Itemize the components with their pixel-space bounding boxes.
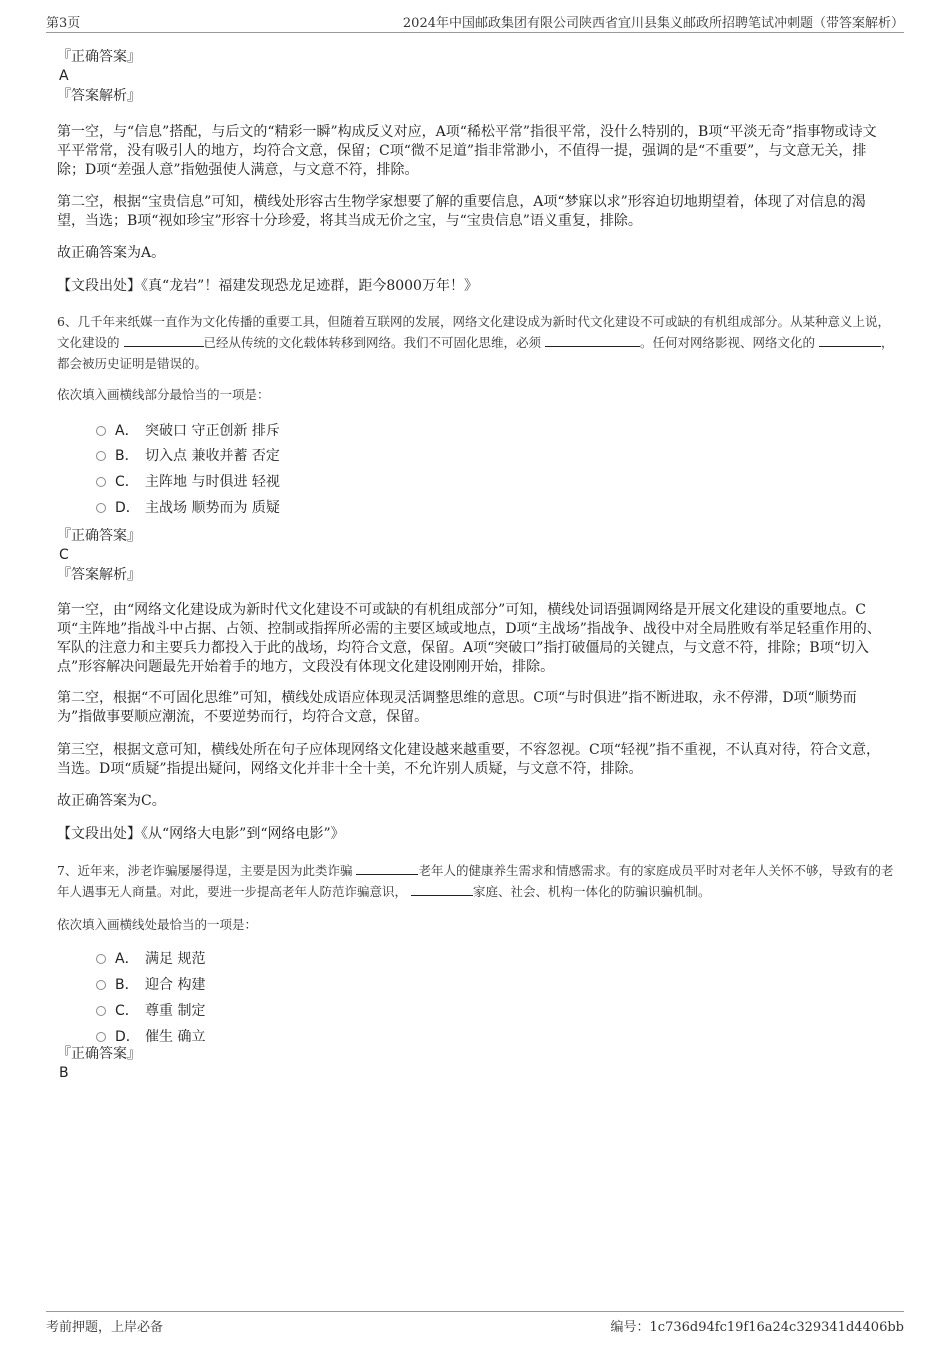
source-citation: 【文段出处】《真“龙岩”！福建发现恐龙足迹群，距今8000万年！》 — [57, 278, 478, 294]
option-b[interactable]: B． 切入点 兼收并蓄 否定 — [96, 446, 280, 466]
page-footer — [46, 1311, 904, 1336]
question-stem: 6、几千年来纸媒一直作为文化传播的重要工具，但随着互联网的发展，网络文化建设成为新时代文化建设不可或缺的有机组成部分。从某种意义上说，文化建设的 已经从传统的文化载体转移到网络。我们不可固化思维，必须 。任何对网络影视、网络文化的 ，都会被历史证明是错误的。 — [57, 314, 894, 371]
conclusion: 故正确答案为C。 — [57, 793, 166, 809]
document-id: 编号：1c736d94fc19f16a24c329341d4406bb — [610, 1320, 904, 1335]
option-b[interactable]: B． 迎合 构建 — [96, 975, 205, 995]
radio-icon[interactable] — [96, 477, 106, 487]
fill-blank — [545, 334, 640, 347]
analysis-paragraph: 第二空，根据“宝贵信息”可知，横线处形容古生物学家想要了解的重要信息，A项“梦寐以求”形容迫切地期望着，体现了对信息的渴望，当选；B项“视如珍宝”形容十分珍爱，将其当成无价之宝，与“宝贵信息”语义重复，排除。 — [57, 194, 866, 229]
radio-icon[interactable] — [96, 1032, 106, 1042]
radio-icon[interactable] — [96, 503, 106, 513]
conclusion: 故正确答案为A。 — [57, 245, 166, 261]
q5-answer-block — [57, 47, 897, 106]
option-a[interactable]: A． 满足 规范 — [96, 949, 205, 969]
analysis-label: 『答案解析』 — [57, 567, 141, 583]
q6-answer-block — [57, 526, 897, 585]
radio-icon[interactable] — [96, 451, 106, 461]
radio-icon[interactable] — [96, 954, 106, 964]
question-prompt: 依次填入画横线处最恰当的一项是： — [57, 917, 258, 932]
analysis-paragraph: 第一空，由“网络文化建设成为新时代文化建设不可或缺的有机组成部分”可知，横线处词语强调网络是开展文化建设的重要地点。C项“主阵地”指战斗中占据、占领、控制或指挥所必需的主要区域或地点，D项“主战场”指战争、战役中对全局胜败有举足轻重作用的、军队的注意力和主要兵力都投入于此的战场，均符合文意，保留。A项“突破口”指打破僵局的关键点，与文意不符，排除；B项“切入点”形容解决问题最先开始着手的地方，文段没有体现文化建设刚刚开始，排除。 — [57, 602, 881, 675]
source-citation: 【文段出处】《从“网络大电影”到“网络电影”》 — [57, 826, 345, 842]
option-c[interactable]: C． 主阵地 与时俱进 轻视 — [96, 472, 280, 492]
analysis-label: 『答案解析』 — [57, 88, 141, 104]
answer-label: 『正确答案』 — [57, 1046, 141, 1062]
radio-icon[interactable] — [96, 980, 106, 990]
page-number: 第3页 — [46, 16, 81, 31]
answer-label: 『正确答案』 — [57, 49, 141, 65]
fill-blank — [819, 334, 881, 347]
answer-value: B — [59, 1065, 69, 1081]
page-header — [46, 10, 904, 33]
fill-blank — [124, 334, 204, 347]
answer-value: A — [59, 68, 69, 84]
analysis-paragraph: 第二空，根据“不可固化思维”可知，横线处成语应体现灵活调整思维的意思。C项“与时俱进”指不断进取，永不停滞，D项“顺势而为”指做事要顺应潮流，不要逆势而行，均符合文意，保留。 — [57, 690, 857, 725]
answer-value: C — [59, 547, 69, 563]
option-a[interactable]: A． 突破口 守正创新 排斥 — [96, 421, 280, 441]
question-stem: 7、近年来，涉老诈骗屡屡得逞，主要是因为此类诈骗 老年人的健康养生需求和情感需求。有的家庭成员平时对老年人关怀不够，导致有的老年人遇事无人商量。对此，要进一步提高老年人防范诈骗意识， 家庭、社会、机构一体化的防骗识骗机制。 — [57, 863, 894, 899]
radio-icon[interactable] — [96, 1006, 106, 1016]
fill-blank — [356, 862, 418, 875]
q7-answer-block — [57, 1044, 897, 1082]
question-prompt: 依次填入画横线部分最恰当的一项是： — [57, 387, 270, 402]
option-d[interactable]: D． 催生 确立 — [96, 1027, 205, 1047]
fill-blank — [411, 883, 473, 896]
document-title: 2024年中国邮政集团有限公司陕西省宜川县集义邮政所招聘笔试冲刺题（带答案解析） — [402, 16, 904, 31]
option-d[interactable]: D． 主战场 顺势而为 质疑 — [96, 498, 280, 518]
radio-icon[interactable] — [96, 426, 106, 436]
footer-slogan: 考前押题，上岸必备 — [46, 1320, 164, 1335]
analysis-paragraph: 第三空，根据文意可知，横线处所在句子应体现网络文化建设越来越重要，不容忽视。C项“轻视”指不重视，不认真对待，符合文意，当选。D项“质疑”指提出疑问，网络文化并非十全十美，不允许别人质疑，与文意不符，排除。 — [57, 742, 881, 777]
option-c[interactable]: C． 尊重 制定 — [96, 1001, 205, 1021]
answer-label: 『正确答案』 — [57, 528, 141, 544]
analysis-paragraph: 第一空，与“信息”搭配，与后文的“精彩一瞬”构成反义对应，A项“稀松平常”指很平常，没什么特别的，B项“平淡无奇”指事物或诗文平平常常，没有吸引人的地方，均符合文意，保留；C项“微不足道”指非常渺小，不值得一提，强调的是“不重要”，与文意无关，排除；D项“差强人意”指勉强使人满意，与文意不符，排除。 — [57, 124, 877, 178]
